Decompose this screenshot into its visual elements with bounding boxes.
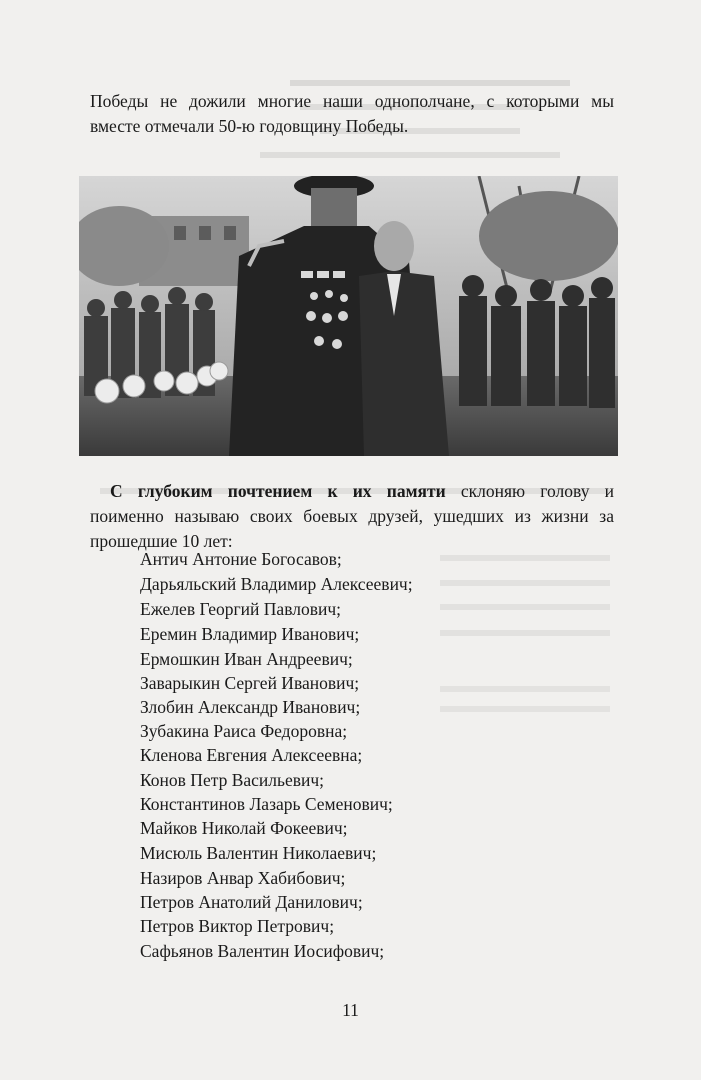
- tribute-line-1-rest: склоняю голову и: [445, 481, 615, 501]
- tribute-paragraph: [90, 479, 614, 554]
- tribute-line-1: [90, 479, 614, 504]
- photo-illustration: [79, 176, 618, 456]
- tribute-line-2: поименно называю своих боевых друзей, ушедших из жизни за: [90, 506, 614, 526]
- list-item: Петров Анатолий Данилович;: [140, 892, 363, 912]
- list-item: Злобин Александр Иванович;: [140, 697, 361, 717]
- intro-paragraph: [90, 89, 614, 139]
- intro-line-2: вместе отмечали 50-ю годовщину Победы.: [90, 116, 409, 136]
- photograph: [79, 176, 618, 456]
- list-item: Ежелев Георгий Павлович;: [140, 599, 342, 619]
- list-item: Сафьянов Валентин Иосифович;: [140, 941, 385, 961]
- list-item: Конов Петр Васильевич;: [140, 770, 325, 790]
- tribute-line-3: прошедшие 10 лет:: [90, 531, 233, 551]
- list-item: Дарьяльский Владимир Алексеевич;: [140, 574, 413, 594]
- list-item: Майков Николай Фокеевич;: [140, 818, 348, 838]
- tribute-bold-phrase: С глубоким почтением к их памяти: [110, 481, 446, 501]
- list-item: Еремин Владимир Иванович;: [140, 624, 360, 644]
- list-item: Ермошкин Иван Андреевич;: [140, 649, 353, 669]
- list-item: Назиров Анвар Хабибович;: [140, 868, 346, 888]
- list-item: Зубакина Раиса Федоровна;: [140, 721, 348, 741]
- page-number: 11: [342, 1000, 359, 1020]
- list-item: Константинов Лазарь Семенович;: [140, 794, 393, 814]
- intro-line-1: Победы не дожили многие наши однополчане, с которыми мы: [90, 91, 614, 111]
- list-item: Заварыкин Сергей Иванович;: [140, 673, 360, 693]
- list-item: Антич Антоние Богосавов;: [140, 549, 342, 569]
- list-item: Петров Виктор Петрович;: [140, 916, 335, 936]
- list-item: Кленова Евгения Алексеевна;: [140, 745, 363, 765]
- list-item: Мисюль Валентин Николаевич;: [140, 843, 377, 863]
